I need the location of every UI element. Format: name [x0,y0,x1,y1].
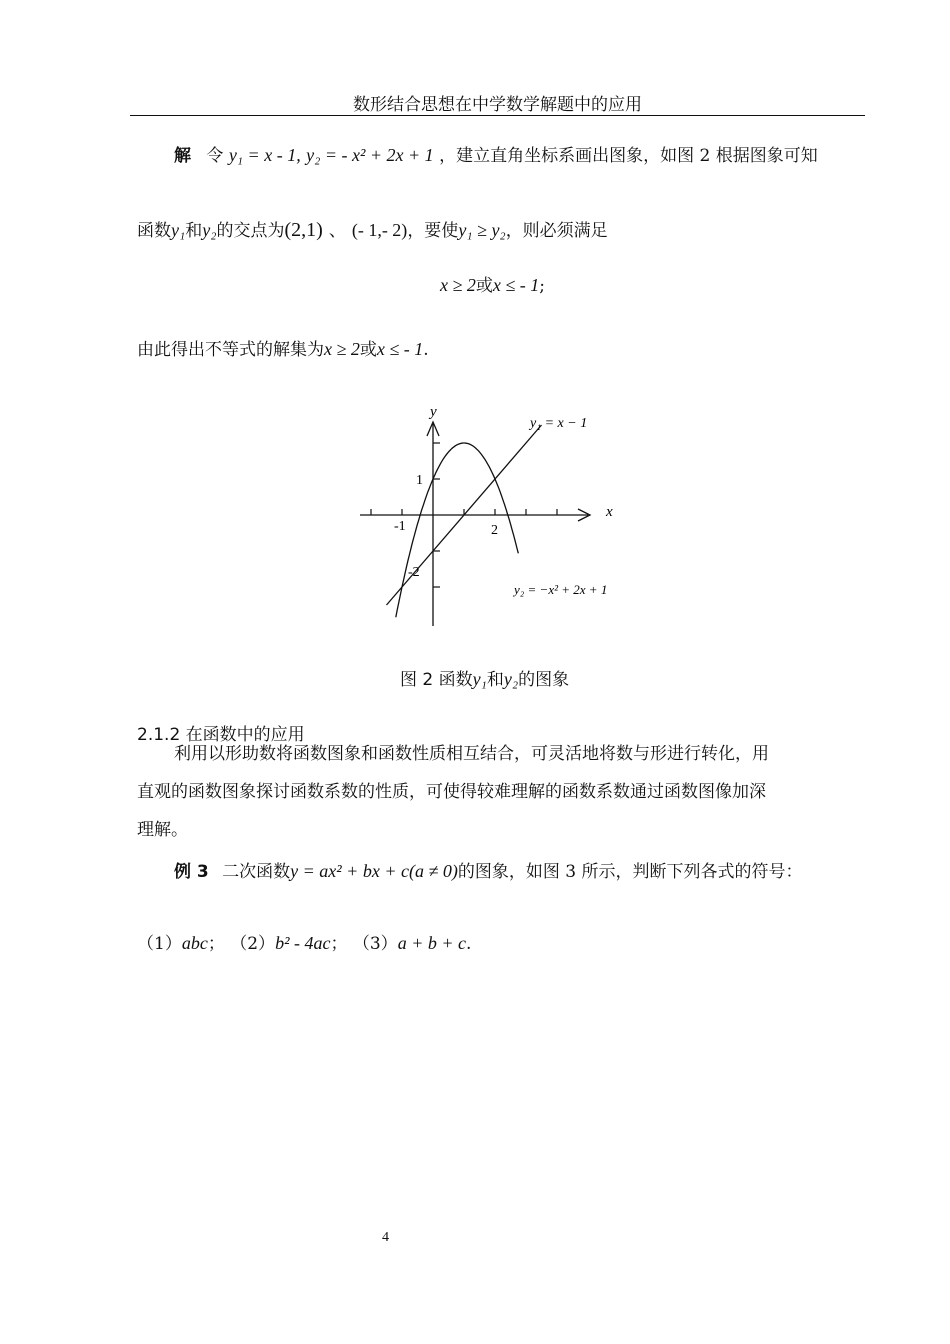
item-2-number: （2） [230,934,276,954]
line2-suffix: ，则必须满足 [505,221,608,241]
line4-prefix: 由此得出不等式的解集为 [137,340,324,360]
tick-label-neg1: -1 [394,519,406,534]
series-parabola-y2 [396,443,519,617]
item-1-expression: abc [181,933,208,953]
solution-a: x ≥ 2 [324,339,360,359]
example-3-items [137,934,471,953]
line2-and: 和 [185,221,203,241]
solution-label: 解 [174,146,191,166]
item-1-number: （1） [137,934,182,954]
page-number: 4 [382,1230,389,1245]
intersection-point-1: (2,1) [284,219,323,241]
condition-a: x ≥ 2 [440,275,476,295]
x-axis-label: x [606,504,613,520]
symbol-y2: y₂ [202,220,217,240]
line2-mid: 的交点为 [216,221,285,241]
example-label: 例 3 [174,862,209,882]
solution-condition-line [440,276,545,295]
line4-period: . [423,340,429,360]
solution-line-1 [174,146,818,165]
section-heading: 2.1.2 在函数中的应用 [137,725,305,745]
item-2-sep: ； [330,934,348,954]
solution-intro-suffix: ，建立直角坐标系画出图象，如图 2 根据图象可知 [439,146,818,166]
caption-y1: y₁ [472,669,487,689]
solution-intro-prefix: 令 [206,146,224,166]
item-3-end: . [465,934,472,954]
condition-b: x ≤ - 1 [492,275,540,295]
item-3-expression: a + b + c [397,933,466,953]
solution-b: x ≤ - 1 [376,339,424,359]
solution-line-4 [137,340,429,359]
symbol-y1: y₁ [171,220,186,240]
example-equation: y = ax² + bx + c(a ≠ 0) [290,861,458,881]
intersection-point-2: (- 1,- 2) [351,220,408,240]
line2-prefix: 函数 [137,221,171,241]
example-3-line [174,862,802,881]
line2-sep: 、 [328,221,346,241]
caption-y2: y₂ [503,669,519,689]
tick-label-2: 2 [491,523,498,538]
example-suffix: 的图象，如图 3 所示，判断下列各式的符号： [457,862,803,882]
line2-mid2: ，要使 [407,221,459,241]
equation-y2: y₂ = - x² + 2x + 1 [306,145,434,165]
figure-2-graph [350,398,640,634]
legend-line-label: y₁ = x − 1 [530,416,588,431]
equation-y1: y₁ = x - 1, [228,145,301,165]
y-axis-label: y [430,404,437,420]
item-3-number: （3） [352,934,398,954]
section-para-line-3: 理解。 [137,820,188,840]
caption-suffix: 的图象 [518,670,570,690]
caption-prefix: 图 2 函数 [400,670,473,690]
item-1-sep: ； [207,934,225,954]
legend-parabola-label: y₂ = −x² + 2x + 1 [514,582,608,597]
condition-semicolon: ; [539,276,545,296]
condition-inequality: y₁ ≥ y₂ [458,220,506,240]
solution-line-2 [137,220,608,240]
header-rule [130,115,865,116]
section-para-line-1: 利用以形助数将函数图象和函数性质相互结合，可灵活地将数与形进行转化，用 [174,744,769,764]
condition-or: 或 [475,276,493,296]
tick-label-neg2: -2 [408,565,420,580]
caption-and: 和 [486,670,504,690]
tick-label-1: 1 [416,473,423,488]
item-2-expression: b² - 4ac [275,933,331,953]
figure-2-caption [400,665,569,690]
example-prefix: 二次函数 [222,862,291,882]
section-para-line-2: 直观的函数图象探讨函数系数的性质，可使得较难理解的函数系数通过函数图像加深 [137,782,766,802]
line4-or: 或 [359,340,377,360]
page-header-title: 数形结合思想在中学数学解题中的应用 [353,95,642,115]
